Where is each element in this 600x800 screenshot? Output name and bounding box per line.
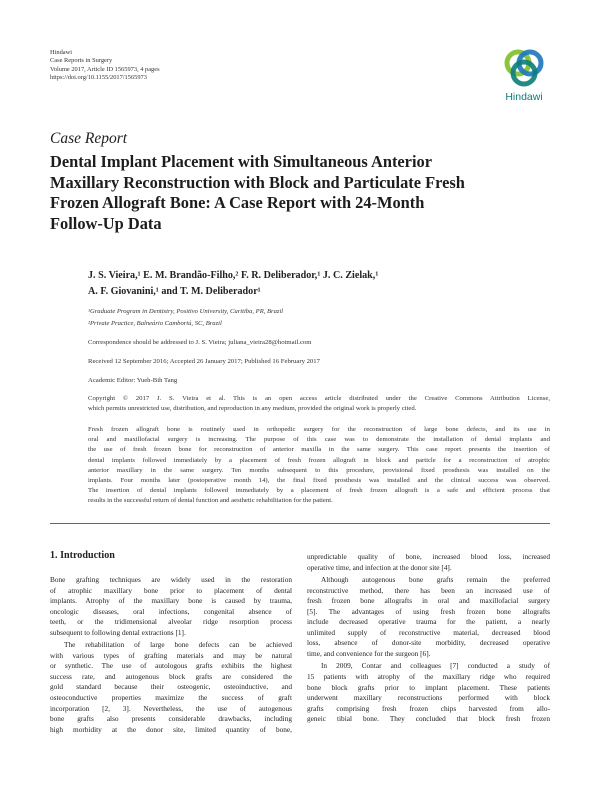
academic-editor: Academic Editor: Yueh-Bih Tang <box>88 377 178 384</box>
text-line: incorporation [2, 3]. Nevertheless, the use of autogenous <box>50 703 292 713</box>
affiliation: ¹Graduate Program in Dentistry, Positivo University, Curitiba, PR, Brazil <box>88 308 284 315</box>
copyright-notice <box>88 394 550 414</box>
body-column-left <box>50 575 292 735</box>
text-line: bone grafts also presents considerable drawbacks, including <box>50 714 292 724</box>
section-heading: 1. Introduction <box>50 550 115 561</box>
text-line: osteoconductive properties maximize the success of graft <box>50 693 292 703</box>
abstract-line: results in the successful return of dental function and aesthetic rehabilitation for the patient. <box>88 497 333 505</box>
title-line: Frozen Allograft Bone: A Case Report with 24-Month <box>50 193 425 213</box>
text-line: high morbidity at the donor site, limited quantity of bone, <box>50 724 292 734</box>
article-dates: Received 12 September 2016; Accepted 26 January 2017; Published 16 February 2017 <box>88 358 320 365</box>
author-list <box>88 268 528 300</box>
text-line: bone block grafts prior to implant placement. These patients <box>307 682 550 692</box>
abstract-line: dental implants followed immediately by a placement of fresh frozen allograft in block and particle for a reconstruction of atrophic <box>88 456 550 464</box>
journal-name: Case Reports in Surgery <box>50 57 113 65</box>
text-line: teeth, or the tridimensional alveolar ridge resorption process <box>50 617 292 627</box>
text-line: underwent maxillary reconstructions performed with block <box>307 693 550 703</box>
paragraph <box>50 640 292 735</box>
doi-link[interactable]: https://doi.org/10.1155/2017/1565973 <box>50 74 147 82</box>
text-line: 15 patients with atrophy of the maxillary ridge who required <box>307 672 550 682</box>
abstract-line: implants. Four months later (postoperative month 14), the final fixed prosthesis was installed and the clinical success was observed. <box>88 477 550 485</box>
paragraph <box>50 575 292 638</box>
text-line: loss, absence of donor-site morbidity, decreased operative <box>307 638 550 648</box>
copyright-line: which permits unrestricted use, distribution, and reproduction in any medium, provided the original work is properly cited. <box>88 405 417 413</box>
copyright-line: Copyright © 2017 J. S. Vieira et al. This is an open access article distributed under the Creative Commons Attribution License, <box>88 395 550 402</box>
text-line: The rehabilitation of large bone defects can be achieved <box>64 640 292 650</box>
hindawi-logo-icon <box>503 48 545 88</box>
text-line: success rate, and autogenous block grafts are considered the <box>50 671 292 681</box>
paragraph <box>307 552 550 573</box>
journal-meta <box>50 49 160 83</box>
text-line: unlimited supply of reconstructive material, decreased blood <box>307 627 550 637</box>
affiliation: ²Private Practice, Balneário Camboriú, SC, Brazil <box>88 320 222 327</box>
text-line: fresh frozen bone allografts in oral and maxillofacial surgery <box>307 596 550 606</box>
text-line: implants. Atrophy of the maxillary bone is caused by trauma, <box>50 596 292 606</box>
text-line: oncologic diseases, oral infections, congenital absence of <box>50 606 292 616</box>
text-line: gold standard because their osteogenic, osteoinductive, and <box>50 682 292 692</box>
text-line: operative time, and infection at the donor site [4]. <box>307 562 452 572</box>
text-line: reconstructive method, there has been an increased use of <box>307 585 550 595</box>
section-divider <box>50 523 550 524</box>
abstract-line: The insertion of dental implants followed immediately by a placement of fresh frozen allograft is a safe and efficient process that <box>88 487 550 495</box>
article-type: Case Report <box>50 130 128 147</box>
hindawi-logo-text <box>493 91 555 103</box>
title-line: Follow-Up Data <box>50 213 162 233</box>
text-line: In 2009, Contar and colleagues [7] conducted a study of <box>321 661 550 671</box>
article-title <box>50 152 520 234</box>
text-line: subsequent to following dental extractions [1]. <box>50 627 186 637</box>
publisher-name: Hindawi <box>50 49 73 56</box>
text-line: include decreased operative trauma for the patient, a nearly <box>307 617 550 627</box>
text-line: of atrophic maxillary bone prior to placement of dental <box>50 585 292 595</box>
text-line: time, and convenience for the surgeon [6]. <box>307 648 431 658</box>
abstract <box>88 425 550 507</box>
title-line: Dental Implant Placement with Simultaneous Anterior <box>50 152 432 171</box>
text-line: Bone grafting techniques are widely used in the restoration <box>50 575 292 584</box>
volume-info: Volume 2017, Article ID 1565973, 4 pages <box>50 65 160 73</box>
body-column-right <box>307 552 550 725</box>
text-line: grafts comprising fresh frozen chips harvested from allo- <box>307 703 550 713</box>
abstract-line: Fresh frozen allograft bone is routinely used in orthopedic surgery for the reconstruction of large bone defects, and its use in <box>88 426 550 433</box>
authors-line: A. F. Giovanini,¹ and T. M. Deliberador¹ <box>88 286 261 297</box>
text-line: geneic tibial bone. They concluded that block fresh frozen <box>307 714 550 724</box>
abstract-line: the use of fresh frozen bone for reconstruction of anterior maxilla in the same surgery. This case report presents the insertion of <box>88 446 550 454</box>
title-line: Maxillary Reconstruction with Block and Particulate Fresh <box>50 172 465 192</box>
logo-wordmark: Hindawi <box>505 91 543 103</box>
text-line: [5]. The advantages of using fresh frozen bone allografts <box>307 606 550 616</box>
text-line: with various types of grafting materials and may be natural <box>50 650 292 660</box>
abstract-line: oral and maxillofacial surgery is increasing. The purpose of this case was to demonstrate the installation of dental implants and <box>88 436 550 444</box>
text-line: Although autogenous bone grafts remain the preferred <box>321 575 550 585</box>
text-line: unpredictable quality of bone, increased blood loss, increased <box>307 552 550 561</box>
text-line: or synthetic. The use of autologous grafts exhibits the highest <box>50 661 292 671</box>
authors-line: J. S. Vieira,¹ E. M. Brandão-Filho,² F. R. Deliberador,¹ J. C. Zielak,¹ <box>88 270 379 281</box>
paragraph <box>307 661 550 724</box>
paragraph <box>307 575 550 659</box>
correspondence: Correspondence should be addressed to J. S. Vieira; juliana_vieira28@hotmail.com <box>88 339 312 346</box>
abstract-line: anterior maxillary in the same surgery. Ten months subsequent to this procedure, provisional fixed prosthesis was installed on the <box>88 466 550 474</box>
